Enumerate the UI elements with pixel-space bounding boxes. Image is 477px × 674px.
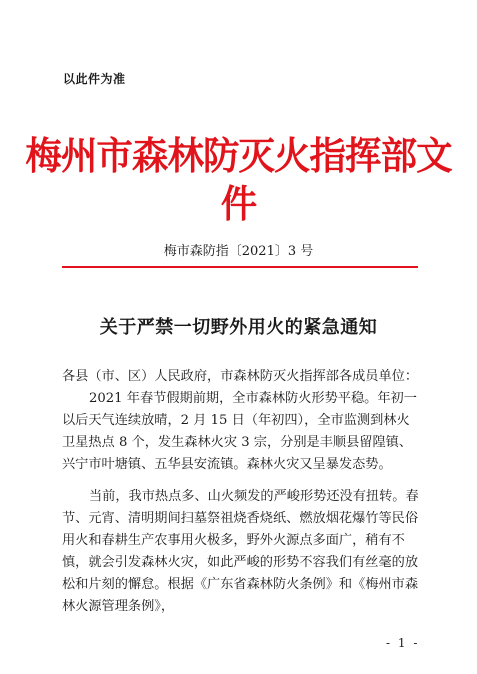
red-divider-line — [62, 266, 418, 268]
paragraph-2: 当前，我市热点多、山火频发的严峻形势还没有扭转。春节、元宵、清明期间扫墓祭祖烧香烧纸、燃放烟花爆竹等民俗用火和春耕生产农事用火极多，野外火源点多面广，稍有不慎，就会引发森林火灾，如此严峻的形势不容我们有丝毫的放松和片刻的懈怠。根据《广东省森林防火条例》和《梅州市森林火源管理条例》， — [62, 489, 419, 614]
document-number: 梅市森防指〔2021〕3 号 — [163, 244, 314, 259]
paragraph-gap — [62, 476, 422, 486]
paragraph-1: 2021 年春节假期前期，全市森林防火形势平稳。年初一以后天气连续放晴，2 月 15 日（年初四），全市监测到林火卫星热点 8 个，发生森林火灾 3 宗，分别是丰顺县留隍镇、兴宁市叶塘镇、五华县安流镇。森林火灾又呈暴发态势。 — [62, 391, 417, 472]
notice-title: 关于严禁一切野外用火的紧急通知 — [99, 317, 378, 338]
salutation: 各县（市、区）人民政府，市森林防灭火指挥部各成员单位： — [62, 369, 419, 384]
document-body — [62, 366, 422, 618]
page-number: - 1 - — [386, 636, 420, 650]
masthead-title: 梅州市森林防灭火指挥部文件 — [25, 134, 452, 226]
top-note: 以此件为准 — [63, 72, 126, 86]
